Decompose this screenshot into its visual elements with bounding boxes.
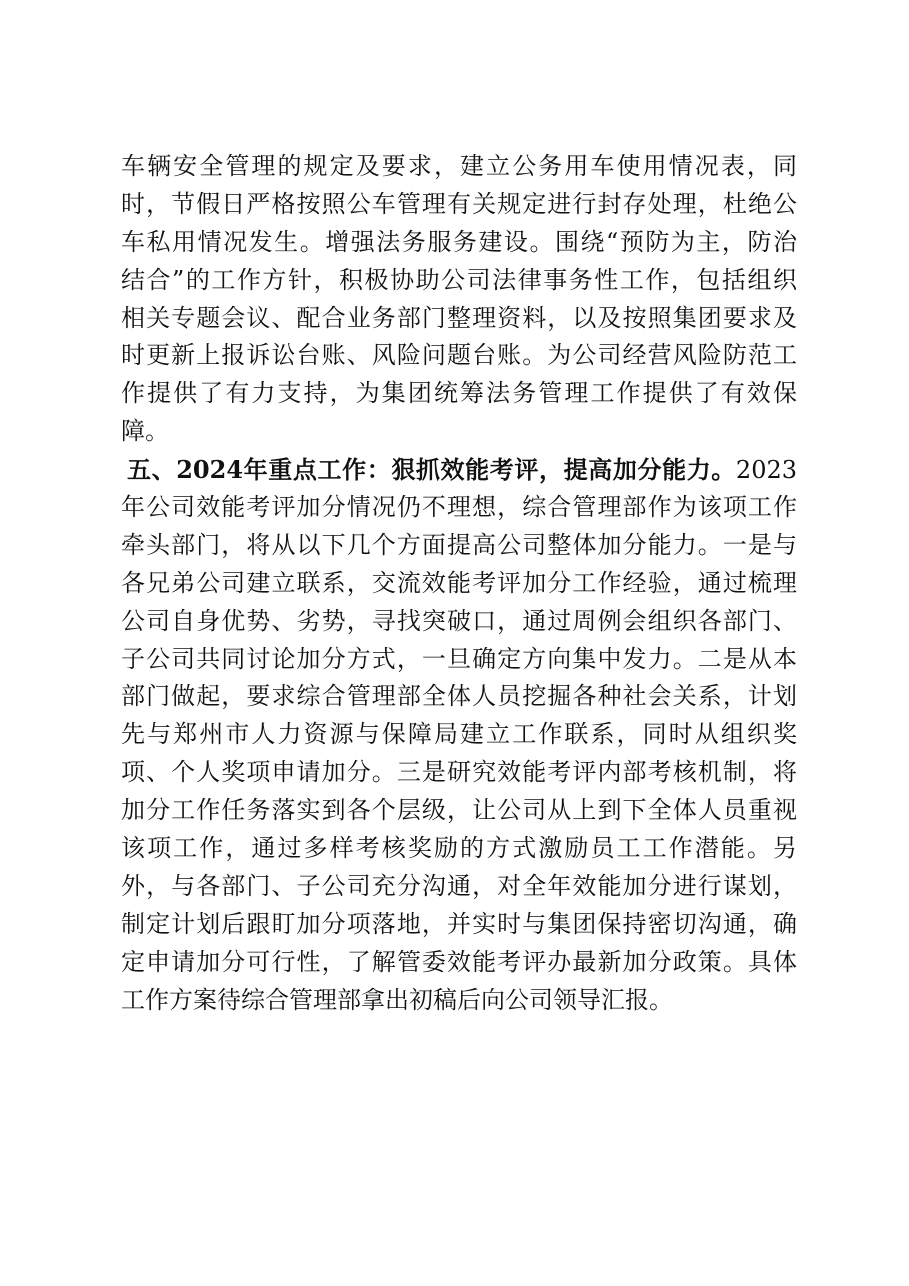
text-line: 障。 bbox=[121, 417, 169, 446]
document-body bbox=[121, 148, 797, 1019]
text-line: 外，与各部门、子公司充分沟通，对全年效能加分进行谋划， bbox=[121, 871, 797, 900]
text-line: 时，节假日严格按照公车管理有关规定进行封存处理，杜绝公 bbox=[121, 189, 797, 218]
text-line: 项、个人奖项申请加分。三是研究效能考评内部考核机制，将 bbox=[121, 758, 797, 787]
text-line: 作提供了有力支持，为集团统筹法务管理工作提供了有效保 bbox=[121, 379, 797, 408]
section-2024-key-work bbox=[121, 451, 797, 1019]
text-line: 子公司共同讨论加分方式，一旦确定方向集中发力。二是从本 bbox=[121, 644, 797, 673]
paragraph-vehicle-legal bbox=[121, 148, 797, 451]
text-line: 车私用情况发生。增强法务服务建设。围绕“预防为主，防治 bbox=[121, 227, 797, 256]
text-line: 时更新上报诉讼台账、风险问题台账。为公司经营风险防范工 bbox=[121, 341, 797, 370]
text-line: 结合”的工作方针，积极协助公司法律事务性工作，包括组织 bbox=[121, 265, 797, 294]
text-line: 该项工作，通过多样考核奖励的方式激励员工工作潜能。另 bbox=[121, 834, 797, 863]
text-line: 工作方案待综合管理部拿出初稿后向公司领导汇报。 bbox=[121, 985, 673, 1014]
text-line: 公司自身优势、劣势，寻找突破口，通过周例会组织各部门、 bbox=[121, 606, 797, 635]
text-line: 相关专题会议、配合业务部门整理资料，以及按照集团要求及 bbox=[121, 303, 797, 332]
text-line: 车辆安全管理的规定及要求，建立公务用车使用情况表，同 bbox=[121, 152, 797, 180]
section-heading: 五、2024年重点工作：狠抓效能考评，提高加分能力。 bbox=[127, 455, 736, 485]
text-line: 制定计划后跟盯加分项落地，并实时与集团保持密切沟通，确 bbox=[121, 909, 797, 938]
text-line: 先与郑州市人力资源与保障局建立工作联系，同时从组织奖 bbox=[121, 720, 797, 749]
text-line: 部门做起，要求综合管理部全体人员挖掘各种社会关系，计划 bbox=[121, 682, 797, 711]
text-line: 牵头部门，将从以下几个方面提高公司整体加分能力。一是与 bbox=[121, 530, 797, 559]
heading-line-tail: 2023 bbox=[735, 456, 797, 485]
text-line: 定申请加分可行性，了解管委效能考评办最新加分政策。具体 bbox=[121, 947, 797, 976]
text-line: 加分工作任务落实到各个层级，让公司从上到下全体人员重视 bbox=[121, 796, 797, 825]
text-line: 年公司效能考评加分情况仍不理想，综合管理部作为该项工作 bbox=[121, 493, 797, 522]
text-line: 各兄弟公司建立联系，交流效能考评加分工作经验，通过梳理 bbox=[121, 568, 797, 597]
section-heading-line bbox=[121, 451, 797, 489]
